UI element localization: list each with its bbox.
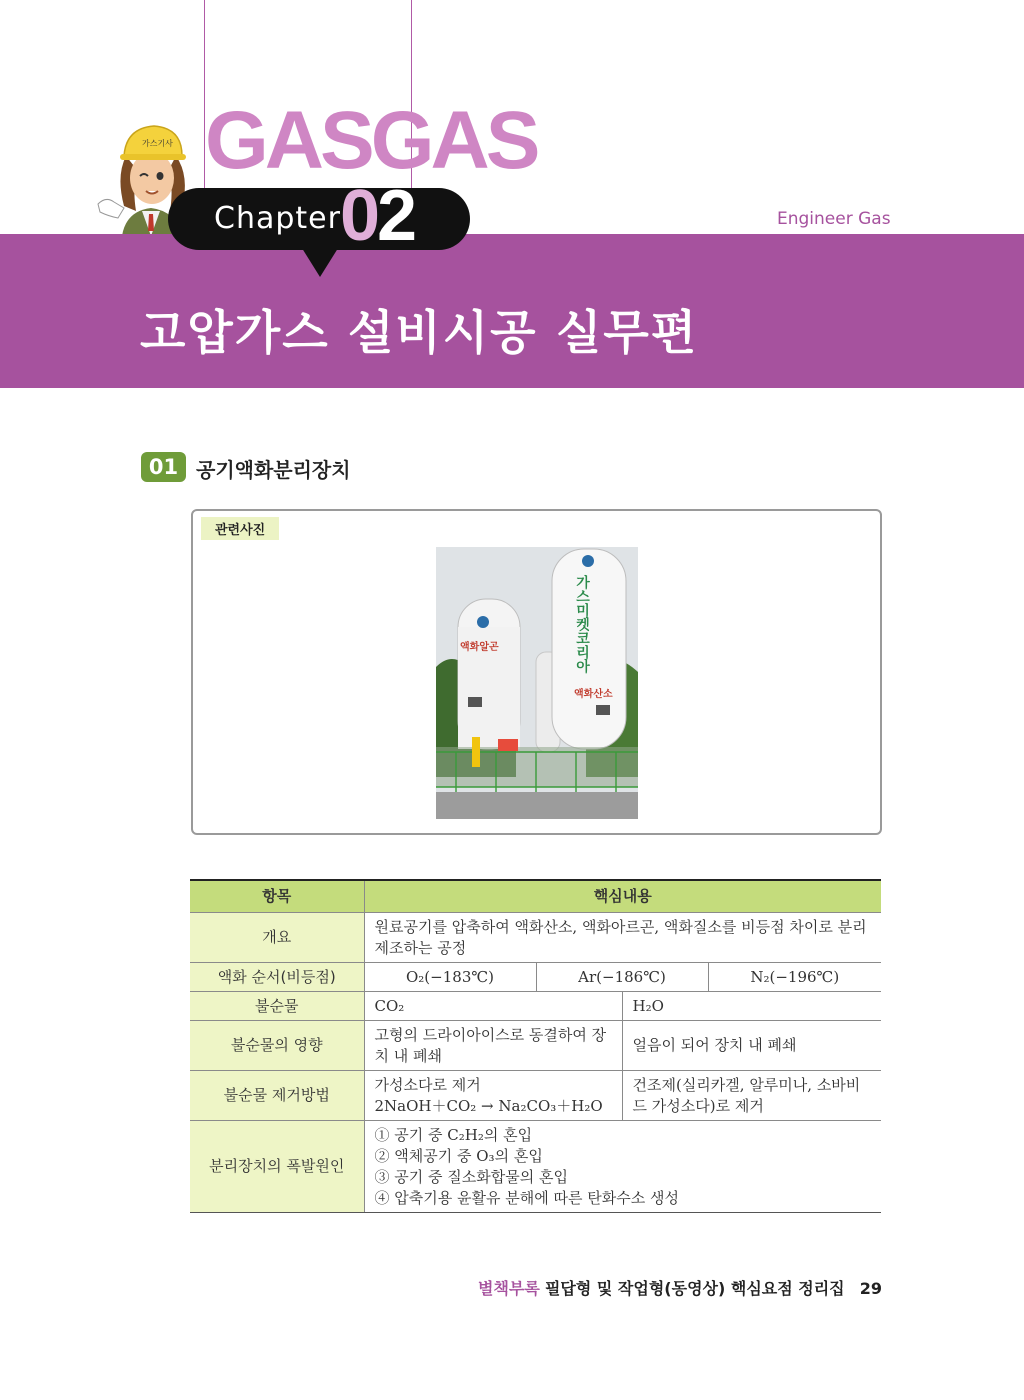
table-header-content: 핵심내용 [364,880,881,913]
chapter-word: Chapter [214,201,341,236]
page-number: 29 [859,1279,882,1298]
table-row [190,1021,881,1071]
row-value-removal-b: 건조제(실리카겔, 알루미나, 소바비드 가성소다)로 제거 [622,1071,881,1121]
page-title: 고압가스 설비시공 실무편 [140,306,699,361]
row-value-order-o2: O₂(−183℃) [364,963,536,992]
row-value-order-n2: N₂(−196℃) [708,963,881,992]
section-title: 공기액화분리장치 [196,458,351,482]
row-value-explosion [364,1121,881,1213]
table-header-row [190,880,881,913]
table-row [190,963,881,992]
chapter-number: 02 [340,176,415,256]
table-header-item: 항목 [190,880,364,913]
info-table [190,879,881,1213]
row-value-effect-b: 얼음이 되어 장치 내 폐쇄 [622,1021,881,1071]
engineer-gas-label: Engineer Gas [777,209,891,229]
gasgas-decorative-text: GASGAS [205,95,537,186]
mascot-hat-text: 가스기사 [142,139,173,148]
row-value-effect-a: 고형의 드라이아이스로 동결하여 장치 내 폐쇄 [364,1021,622,1071]
row-label-order: 액화 순서(비등점) [190,963,364,992]
removal-a-line2: 2NaOH＋CO₂ → Na₂CO₃＋H₂O [374,1096,603,1115]
row-label-impurity: 불순물 [190,992,364,1021]
tank-left-label: 액화알곤 [460,642,499,653]
row-label-effect: 불순물의 영향 [190,1021,364,1071]
explosion-cause-item: ④ 압축기용 윤활유 분해에 따른 탄화수소 생성 [374,1188,679,1207]
row-value-impurity-b: H₂O [622,992,881,1021]
explosion-cause-item: ③ 공기 중 질소화합물의 혼입 [374,1167,568,1186]
row-label-removal: 불순물 제거방법 [190,1071,364,1121]
explosion-cause-item: ① 공기 중 C₂H₂의 혼입 [374,1125,533,1144]
row-value-overview: 원료공기를 압축하여 액화산소, 액화아르곤, 액화질소를 비등점 차이로 분리 제조하는 공정 [364,913,881,963]
tank-right-vertical-label: 가스미켓코리아 [574,575,590,673]
removal-a-line1: 가성소다로 제거 [374,1075,481,1094]
row-value-removal-a [364,1071,622,1121]
table-row [190,913,881,963]
footer-accent: 별책부록 [478,1279,540,1298]
table-row [190,1121,881,1213]
page-footer [478,1276,882,1299]
related-photo-label: 관련사진 [201,517,279,540]
tank-right-label: 액화산소 [574,689,613,700]
header-decor-box [204,0,537,190]
chapter-badge [168,176,470,256]
chapter-badge-tail [300,245,340,277]
row-value-order-ar: Ar(−186℃) [536,963,708,992]
table-row [190,1071,881,1121]
table-row [190,992,881,1021]
gas-tank-photo [436,547,638,819]
footer-text: 필답형 및 작업형(동영상) 핵심요점 정리집 [544,1279,845,1298]
explosion-cause-item: ② 액체공기 중 O₃의 혼입 [374,1146,543,1165]
section-number-badge: 01 [141,452,186,482]
row-label-explosion: 분리장치의 폭발원인 [190,1121,364,1213]
row-value-impurity-a: CO₂ [364,992,622,1021]
row-label-overview: 개요 [190,913,364,963]
